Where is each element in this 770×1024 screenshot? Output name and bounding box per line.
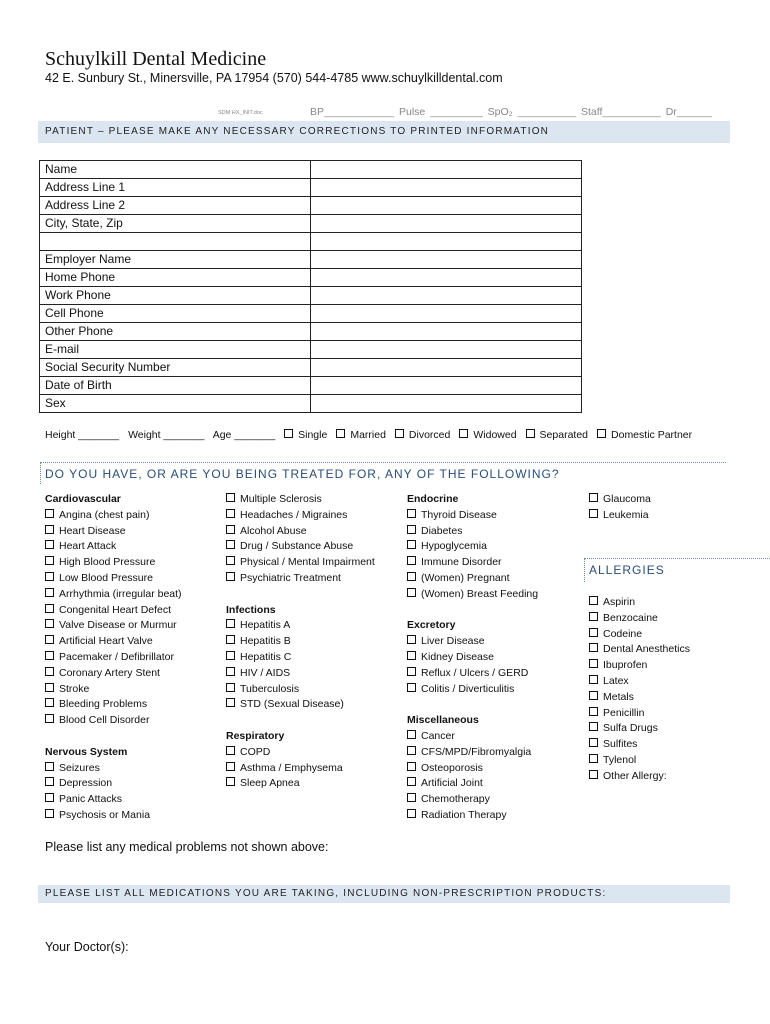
condition-label: Aspirin	[603, 596, 636, 608]
checkbox-icon[interactable]	[589, 738, 598, 747]
info-value-cell[interactable]	[311, 161, 582, 179]
info-row	[40, 179, 582, 197]
checkbox-icon[interactable]	[589, 675, 598, 684]
spacer	[45, 729, 182, 745]
condition-item[interactable]	[407, 539, 538, 555]
checkbox-icon[interactable]	[45, 714, 54, 723]
checkbox-icon[interactable]	[226, 683, 235, 692]
info-label: Employer Name	[40, 251, 311, 269]
condition-label: Alcohol Abuse	[240, 524, 307, 537]
condition-label: HIV / AIDS	[240, 666, 291, 679]
checkbox-icon[interactable]	[407, 635, 416, 644]
condition-label: Thyroid Disease	[421, 508, 497, 521]
spacer	[407, 603, 538, 619]
checkbox-icon[interactable]	[226, 493, 235, 502]
medications-text: PLEASE LIST ALL MEDICATIONS YOU ARE TAKING, INCLUDING NON-PRESCRIPTION PRODUCTS:	[45, 888, 607, 899]
condition-item[interactable]	[226, 571, 375, 587]
checkbox-icon[interactable]	[226, 746, 235, 755]
condition-label: Seizures	[59, 761, 100, 774]
condition-item[interactable]	[589, 627, 690, 643]
info-value-cell[interactable]	[311, 251, 582, 269]
checkbox-icon[interactable]	[226, 540, 235, 549]
section-heading: Cardiovascular	[45, 493, 121, 505]
condition-label: (Women) Breast Feeding	[421, 587, 539, 600]
marital-option[interactable]	[336, 429, 386, 441]
checkbox-icon[interactable]	[45, 540, 54, 549]
condition-item[interactable]	[407, 776, 538, 792]
checkbox-icon[interactable]	[45, 667, 54, 676]
conditions-title: DO YOU HAVE, OR ARE YOU BEING TREATED FOR, ANY OF THE FOLLOWING?	[45, 467, 560, 481]
condition-item[interactable]	[226, 666, 375, 682]
checkbox-icon[interactable]	[589, 612, 598, 621]
condition-label: Multiple Sclerosis	[240, 493, 322, 505]
marital-label: Divorced	[408, 429, 451, 441]
checkbox-icon[interactable]	[597, 429, 606, 438]
conditions-column-2	[226, 492, 375, 792]
condition-item[interactable]	[45, 666, 182, 682]
checkbox-icon[interactable]	[45, 651, 54, 660]
condition-item[interactable]	[589, 769, 690, 785]
condition-item[interactable]	[407, 761, 538, 777]
info-label	[40, 233, 311, 251]
checkbox-icon[interactable]	[407, 667, 416, 676]
condition-label: Liver Disease	[421, 635, 485, 648]
condition-item[interactable]	[407, 555, 538, 571]
condition-label: COPD	[240, 745, 271, 758]
doctors-prompt: Your Doctor(s):	[45, 940, 129, 954]
checkbox-icon[interactable]	[407, 509, 416, 518]
spacer	[226, 587, 375, 603]
height-field[interactable]: Height _______	[45, 429, 120, 441]
info-label: Address Line 1	[40, 179, 311, 197]
condition-item[interactable]	[45, 682, 182, 698]
checkbox-icon[interactable]	[589, 628, 598, 637]
condition-item[interactable]	[589, 508, 651, 524]
info-label: Work Phone	[40, 287, 311, 305]
checkbox-icon[interactable]	[45, 793, 54, 802]
condition-item[interactable]	[226, 508, 375, 524]
checkbox-icon[interactable]	[395, 429, 404, 438]
conditions-column-1	[45, 492, 182, 824]
condition-item[interactable]	[407, 729, 538, 745]
checkbox-icon[interactable]	[589, 509, 598, 518]
checkbox-icon[interactable]	[45, 509, 54, 518]
condition-label: Pacemaker / Defibrillator	[59, 650, 174, 663]
checkbox-icon[interactable]	[407, 730, 416, 739]
condition-item[interactable]	[226, 761, 375, 777]
section-heading: Infections	[226, 603, 276, 616]
condition-label: Psychiatric Treatment	[240, 571, 341, 584]
checkbox-icon[interactable]	[407, 651, 416, 660]
spacer	[226, 713, 375, 729]
patient-info-table	[39, 160, 582, 413]
condition-item[interactable]	[226, 492, 375, 508]
patient-instructions-band	[38, 121, 730, 143]
marital-status-options	[284, 429, 701, 441]
condition-item[interactable]	[226, 539, 375, 555]
checkbox-icon[interactable]	[407, 793, 416, 802]
weight-field[interactable]: Weight _______	[128, 429, 205, 441]
condition-label: Artificial Joint	[421, 777, 483, 790]
marital-option[interactable]	[459, 429, 516, 441]
age-field[interactable]: Age _______	[212, 429, 276, 441]
condition-item[interactable]	[407, 634, 538, 650]
info-value-cell[interactable]	[311, 197, 582, 215]
allergies-list	[589, 595, 690, 785]
condition-label: High Blood Pressure	[59, 556, 156, 569]
checkbox-icon[interactable]	[336, 429, 345, 438]
condition-label: Bleeding Problems	[59, 698, 148, 711]
checkbox-icon[interactable]	[526, 429, 535, 438]
checkbox-icon[interactable]	[407, 540, 416, 549]
checkbox-icon[interactable]	[226, 762, 235, 771]
checkbox-icon[interactable]	[226, 777, 235, 786]
section-heading: Miscellaneous	[407, 714, 479, 727]
condition-item[interactable]	[589, 642, 690, 658]
condition-label: Asthma / Emphysema	[240, 761, 343, 774]
condition-label: Hepatitis C	[240, 650, 292, 663]
condition-item[interactable]	[407, 792, 538, 808]
marital-option[interactable]	[284, 429, 327, 441]
condition-item[interactable]	[45, 697, 182, 713]
condition-item[interactable]	[589, 674, 690, 690]
info-row	[40, 323, 582, 341]
info-label: Address Line 2	[40, 197, 311, 215]
info-row	[40, 215, 582, 233]
condition-label: Osteoporosis	[421, 761, 483, 774]
condition-label: Headaches / Migraines	[240, 508, 348, 521]
condition-label: Panic Attacks	[59, 793, 123, 806]
marital-label: Widowed	[473, 429, 517, 441]
condition-label: Blood Cell Disorder	[59, 714, 150, 727]
info-row	[40, 251, 582, 269]
condition-item[interactable]	[589, 706, 690, 722]
checkbox-icon[interactable]	[45, 777, 54, 786]
condition-item[interactable]	[589, 611, 690, 627]
checkbox-icon[interactable]	[226, 651, 235, 660]
checkbox-icon[interactable]	[589, 493, 598, 502]
condition-label: Valve Disease or Murmur	[59, 619, 177, 632]
condition-label: Colitis / Diverticulitis	[421, 682, 515, 695]
checkbox-icon[interactable]	[284, 429, 293, 438]
condition-label: Heart Attack	[59, 540, 117, 553]
info-label: Sex	[40, 395, 311, 413]
checkbox-icon[interactable]	[45, 604, 54, 613]
spacer	[407, 697, 538, 713]
info-label: Name	[40, 161, 311, 179]
condition-item[interactable]	[226, 745, 375, 761]
condition-item[interactable]	[589, 595, 690, 611]
info-label: Other Phone	[40, 323, 311, 341]
condition-item[interactable]	[407, 650, 538, 666]
condition-label: Hepatitis B	[240, 635, 291, 648]
condition-label: Hypoglycemia	[421, 540, 487, 553]
info-value-cell[interactable]	[311, 377, 582, 395]
condition-label: Codeine	[603, 627, 643, 640]
condition-label: Glaucoma	[603, 493, 651, 505]
checkbox-icon[interactable]	[45, 588, 54, 597]
info-value-cell[interactable]	[311, 179, 582, 197]
condition-label: Dental Anesthetics	[603, 643, 690, 656]
checkbox-icon[interactable]	[226, 667, 235, 676]
allergies-divider-left	[584, 558, 585, 582]
condition-item[interactable]	[226, 524, 375, 540]
condition-item[interactable]	[407, 524, 538, 540]
info-value-cell[interactable]	[311, 323, 582, 341]
condition-item[interactable]	[226, 682, 375, 698]
checkbox-icon[interactable]	[407, 572, 416, 581]
condition-label: Low Blood Pressure	[59, 571, 153, 584]
condition-label: Sulfa Drugs	[603, 722, 658, 735]
checkbox-icon[interactable]	[589, 691, 598, 700]
condition-item[interactable]	[589, 658, 690, 674]
condition-item[interactable]	[226, 634, 375, 650]
marital-label: Single	[298, 429, 328, 441]
condition-label: Tuberculosis	[240, 682, 300, 695]
info-label: Home Phone	[40, 269, 311, 287]
condition-label: Physical / Mental Impairment	[240, 556, 375, 569]
condition-label: Immune Disorder	[421, 556, 502, 569]
checkbox-icon[interactable]	[589, 659, 598, 668]
condition-item[interactable]	[589, 737, 690, 753]
info-row	[40, 197, 582, 215]
condition-label: Angina (chest pain)	[59, 508, 150, 521]
condition-item[interactable]	[45, 761, 182, 777]
condition-label: Kidney Disease	[421, 650, 494, 663]
condition-label: CFS/MPD/Fibromyalgia	[421, 745, 532, 758]
condition-label: Sleep Apnea	[240, 777, 300, 790]
condition-label: Ibuprofen	[603, 659, 648, 672]
practice-address: 42 E. Sunbury St., Minersville, PA 17954 (570) 544-4785 www.schuylkilldental.com	[45, 71, 503, 85]
checkbox-icon[interactable]	[45, 619, 54, 628]
info-value-cell[interactable]	[311, 287, 582, 305]
checkbox-icon[interactable]	[407, 683, 416, 692]
condition-label: Diabetes	[421, 524, 463, 537]
checkbox-icon[interactable]	[459, 429, 468, 438]
medications-band	[38, 885, 730, 903]
info-label: Social Security Number	[40, 359, 311, 377]
condition-item[interactable]	[226, 650, 375, 666]
condition-label: Other Allergy:	[603, 769, 667, 782]
condition-item[interactable]	[45, 555, 182, 571]
info-value-cell[interactable]	[311, 233, 582, 251]
condition-label: Latex	[603, 674, 629, 687]
info-value-cell[interactable]	[311, 215, 582, 233]
section-heading: Nervous System	[45, 745, 128, 758]
checkbox-icon[interactable]	[589, 770, 598, 779]
condition-label: Coronary Artery Stent	[59, 666, 160, 679]
checkbox-icon[interactable]	[45, 572, 54, 581]
info-row	[40, 161, 582, 179]
marital-option[interactable]	[526, 429, 588, 441]
checkbox-icon[interactable]	[226, 698, 235, 707]
condition-item[interactable]	[589, 721, 690, 737]
condition-label: Congenital Heart Defect	[59, 603, 172, 616]
condition-label: Metals	[603, 690, 634, 703]
measurements-row	[45, 429, 701, 441]
condition-label: Cancer	[421, 729, 455, 742]
checkbox-icon[interactable]	[589, 596, 598, 605]
condition-label: Benzocaine	[603, 611, 658, 624]
condition-item[interactable]	[45, 713, 182, 729]
marital-option[interactable]	[395, 429, 450, 441]
section-heading: Excretory	[407, 619, 456, 632]
vitals-line: BP____________ Pulse _________ SpO₂ __________ Staff__________ Dr______	[310, 106, 712, 118]
info-row	[40, 305, 582, 323]
checkbox-icon[interactable]	[226, 525, 235, 534]
condition-item[interactable]	[45, 776, 182, 792]
info-row	[40, 233, 582, 251]
marital-label: Separated	[539, 429, 589, 441]
info-label: E-mail	[40, 341, 311, 359]
condition-item[interactable]	[407, 666, 538, 682]
condition-item[interactable]	[45, 508, 182, 524]
condition-item[interactable]	[45, 650, 182, 666]
condition-label: Penicillin	[603, 706, 645, 719]
allergies-title: ALLERGIES	[589, 563, 665, 577]
checkbox-icon[interactable]	[45, 809, 54, 818]
condition-item[interactable]	[407, 587, 538, 603]
checkbox-icon[interactable]	[407, 525, 416, 534]
condition-label: Psychosis or Mania	[59, 808, 151, 821]
info-value-cell[interactable]	[311, 359, 582, 377]
condition-label: Chemotherapy	[421, 793, 490, 806]
checkbox-icon[interactable]	[589, 707, 598, 716]
condition-label: Sulfites	[603, 738, 638, 751]
condition-item[interactable]	[45, 603, 182, 619]
condition-item[interactable]	[589, 690, 690, 706]
info-label: Date of Birth	[40, 377, 311, 395]
conditions-divider	[40, 462, 726, 463]
condition-item[interactable]	[589, 492, 651, 508]
condition-item[interactable]	[407, 571, 538, 587]
condition-label: Arrhythmia (irregular beat)	[59, 587, 182, 600]
condition-label: Stroke	[59, 682, 90, 695]
condition-item[interactable]	[45, 808, 182, 824]
checkbox-icon[interactable]	[407, 809, 416, 818]
condition-item[interactable]	[45, 571, 182, 587]
condition-label: (Women) Pregnant	[421, 571, 510, 584]
info-row	[40, 287, 582, 305]
condition-label: Tylenol	[603, 753, 637, 766]
condition-item[interactable]	[45, 587, 182, 603]
checkbox-icon[interactable]	[45, 762, 54, 771]
info-value-cell[interactable]	[311, 269, 582, 287]
condition-label: Leukemia	[603, 508, 649, 521]
section-heading: Endocrine	[407, 493, 459, 505]
condition-label: Radiation Therapy	[421, 808, 507, 821]
condition-label: Heart Disease	[59, 524, 126, 537]
marital-option[interactable]	[597, 429, 692, 441]
info-row	[40, 269, 582, 287]
info-row	[40, 341, 582, 359]
condition-item[interactable]	[407, 508, 538, 524]
checkbox-icon[interactable]	[45, 698, 54, 707]
checkbox-icon[interactable]	[407, 746, 416, 755]
patient-instructions-text: PATIENT – PLEASE MAKE ANY NECESSARY CORRECTIONS TO PRINTED INFORMATION	[45, 126, 550, 137]
condition-item[interactable]	[226, 555, 375, 571]
practice-name: Schuylkill Dental Medicine	[45, 48, 267, 70]
checkbox-icon[interactable]	[226, 572, 235, 581]
condition-label: Hepatitis A	[240, 619, 291, 632]
info-value-cell[interactable]	[311, 305, 582, 323]
condition-item[interactable]	[45, 618, 182, 634]
info-row	[40, 395, 582, 413]
conditions-column-4	[589, 492, 651, 524]
checkbox-icon[interactable]	[589, 722, 598, 731]
document-code: SDM HX_INIT.doc	[218, 110, 263, 116]
condition-item[interactable]	[407, 808, 538, 824]
marital-label: Domestic Partner	[611, 429, 693, 441]
condition-item[interactable]	[407, 682, 538, 698]
info-label: City, State, Zip	[40, 215, 311, 233]
checkbox-icon[interactable]	[226, 635, 235, 644]
condition-item[interactable]	[407, 745, 538, 761]
checkbox-icon[interactable]	[45, 635, 54, 644]
checkbox-icon[interactable]	[407, 588, 416, 597]
condition-item[interactable]	[45, 792, 182, 808]
info-value-cell[interactable]	[311, 341, 582, 359]
condition-item[interactable]	[589, 753, 690, 769]
info-row	[40, 359, 582, 377]
checkbox-icon[interactable]	[407, 777, 416, 786]
other-problems-prompt: Please list any medical problems not shown above:	[45, 840, 329, 854]
checkbox-icon[interactable]	[226, 509, 235, 518]
condition-item[interactable]	[45, 539, 182, 555]
checkbox-icon[interactable]	[45, 525, 54, 534]
condition-label: Depression	[59, 777, 113, 790]
info-row	[40, 377, 582, 395]
checkbox-icon[interactable]	[226, 556, 235, 565]
checkbox-icon[interactable]	[45, 556, 54, 565]
condition-item[interactable]	[45, 634, 182, 650]
checkbox-icon[interactable]	[589, 754, 598, 763]
conditions-divider-left	[40, 462, 41, 484]
condition-item[interactable]	[45, 524, 182, 540]
checkbox-icon[interactable]	[45, 683, 54, 692]
condition-label: Artificial Heart Valve	[59, 635, 153, 648]
checkbox-icon[interactable]	[407, 762, 416, 771]
condition-label: Reflux / Ulcers / GERD	[421, 666, 529, 679]
condition-label: STD (Sexual Disease)	[240, 698, 344, 711]
condition-item[interactable]	[226, 776, 375, 792]
conditions-column-3	[407, 492, 538, 824]
checkbox-icon[interactable]	[226, 619, 235, 628]
marital-label: Married	[350, 429, 386, 441]
info-value-cell[interactable]	[311, 395, 582, 413]
condition-item[interactable]	[226, 697, 375, 713]
info-label: Cell Phone	[40, 305, 311, 323]
condition-label: Drug / Substance Abuse	[240, 540, 354, 553]
section-heading: Respiratory	[226, 729, 285, 742]
checkbox-icon[interactable]	[407, 556, 416, 565]
condition-item[interactable]	[226, 618, 375, 634]
allergies-divider	[584, 558, 770, 559]
checkbox-icon[interactable]	[589, 643, 598, 652]
